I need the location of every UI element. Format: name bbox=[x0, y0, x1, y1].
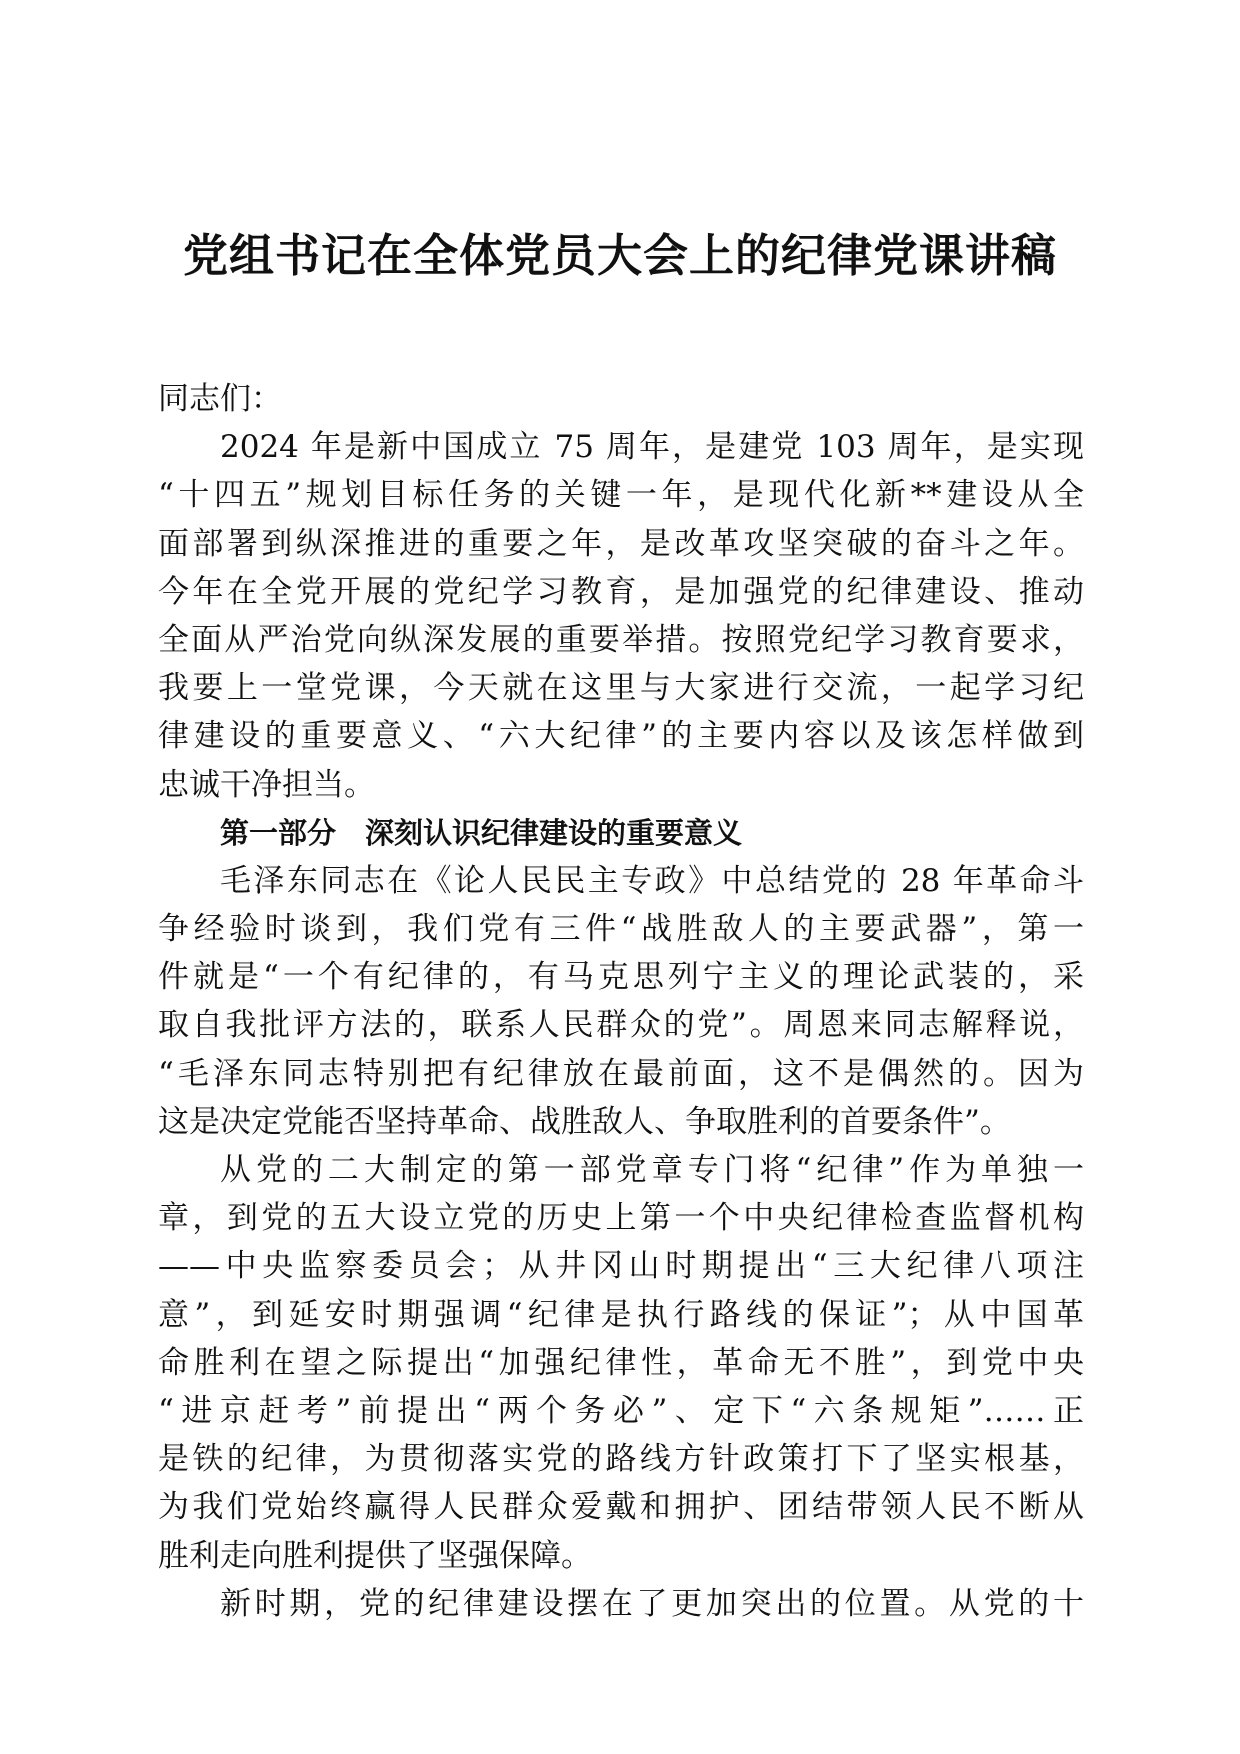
document-body bbox=[158, 375, 1084, 1628]
paragraph-line: 新时期，党的纪律建设摆在了更加突出的位置。从党的十 bbox=[220, 1585, 1084, 1622]
paragraph-new-era bbox=[158, 1580, 1084, 1628]
paragraph-line: 律建设的重要意义、“六大纪律”的主要内容以及该怎样做到 bbox=[158, 718, 1084, 755]
paragraph-line: 为我们党始终赢得人民群众爱戴和拥护、团结带领人民不断从 bbox=[158, 1489, 1084, 1526]
paragraph-line: ——中央监察委员会；从井冈山时期提出“三大纪律八项注 bbox=[158, 1248, 1084, 1285]
paragraph-line: “进京赶考”前提出“两个务必”、定下“六条规矩”……正 bbox=[158, 1392, 1084, 1429]
paragraph-line: 争经验时谈到，我们党有三件“战胜敌人的主要武器”，第一 bbox=[158, 911, 1084, 948]
section-heading: 第一部分 深刻认识纪律建设的重要意义 bbox=[220, 815, 743, 850]
paragraph-line: 面部署到纵深推进的重要之年，是改革攻坚突破的奋斗之年。 bbox=[158, 525, 1084, 562]
paragraph-line: 全面从严治党向纵深发展的重要举措。按照党纪学习教育要求， bbox=[158, 621, 1084, 658]
paragraph-line: “十四五”规划目标任务的关键一年，是现代化新**建设从全 bbox=[158, 477, 1084, 514]
paragraph-line: 取自我批评方法的，联系人民群众的党”。周恩来同志解释说， bbox=[158, 1007, 1084, 1044]
paragraph-line: 命胜利在望之际提出“加强纪律性，革命无不胜”，到党中央 bbox=[158, 1344, 1084, 1381]
document-title: 党组书记在全体党员大会上的纪律党课讲稿 bbox=[182, 229, 1057, 282]
paragraph-intro bbox=[158, 423, 1084, 809]
paragraph-line: 胜利走向胜利提供了坚强保障。 bbox=[158, 1537, 592, 1574]
paragraph-line: 毛泽东同志在《论人民民主专政》中总结党的 28 年革命斗 bbox=[220, 862, 1084, 899]
paragraph-line: 意”，到延安时期强调“纪律是执行路线的保证”；从中国革 bbox=[158, 1296, 1084, 1333]
paragraph-party-history bbox=[158, 1146, 1084, 1580]
paragraph-mao-quote bbox=[158, 857, 1084, 1146]
paragraph-line: 是铁的纪律，为贯彻落实党的路线方针政策打下了坚实根基， bbox=[158, 1441, 1084, 1478]
paragraph-line: 章，到党的五大设立党的历史上第一个中央纪律检查监督机构 bbox=[158, 1200, 1084, 1237]
paragraph-line: 2024 年是新中国成立 75 周年，是建党 103 周年，是实现 bbox=[220, 429, 1084, 466]
paragraph-line: 我要上一堂党课，今天就在这里与大家进行交流，一起学习纪 bbox=[158, 670, 1084, 707]
paragraph-line: “毛泽东同志特别把有纪律放在最前面，这不是偶然的。因为 bbox=[158, 1055, 1084, 1092]
paragraph-line: 件就是“一个有纪律的，有马克思列宁主义的理论武装的，采 bbox=[158, 959, 1084, 996]
paragraph-line: 这是决定党能否坚持革命、战胜敌人、争取胜利的首要条件”。 bbox=[158, 1103, 1011, 1140]
greeting: 同志们： bbox=[158, 381, 282, 417]
paragraph-line: 忠诚干净担当。 bbox=[158, 766, 375, 803]
paragraph-line: 今年在全党开展的党纪学习教育，是加强党的纪律建设、推动 bbox=[158, 573, 1084, 610]
paragraph-line: 从党的二大制定的第一部党章专门将“纪律”作为单独一 bbox=[220, 1152, 1084, 1188]
